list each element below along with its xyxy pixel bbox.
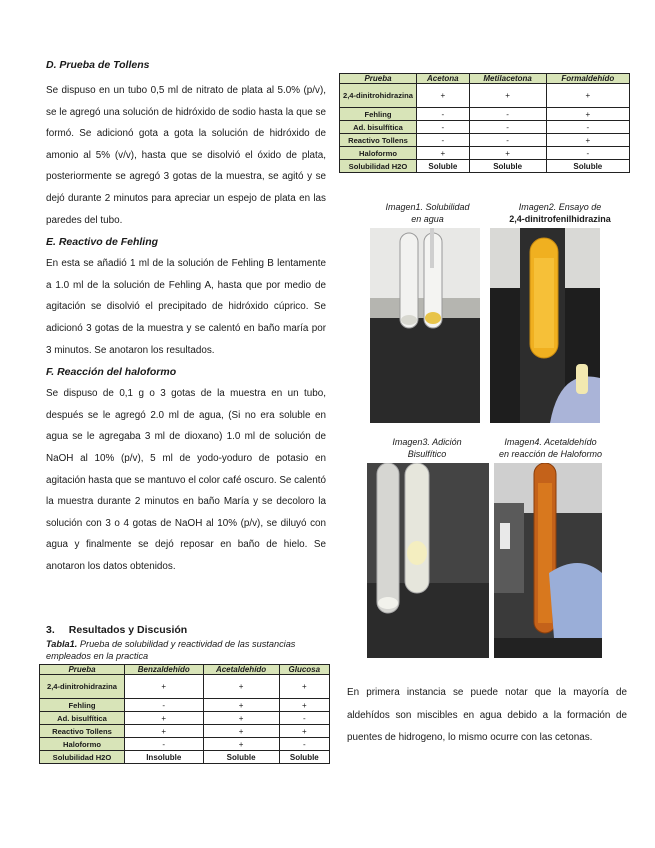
table-row (40, 751, 330, 764)
cell: - (546, 121, 629, 134)
photo-dnph-test (490, 228, 600, 423)
cell: - (417, 121, 470, 134)
cell: + (546, 84, 629, 108)
section-e-text: En esta se añadió 1 ml de la solución de Fehling B lentamente a 1.0 ml de la solución de Fehling A, hasta que por medio de agitación se disolvió el precipitado de hidróxido cúprico. Se adicionó 3 gotas de la muestra y se calentó en baño maría por 3 minutos. Se anotaron los resultados. (46, 258, 326, 356)
results-heading: 3. Resultados y Discusión (46, 624, 188, 636)
cell: - (417, 134, 470, 147)
table-header-row (340, 74, 630, 84)
cell: + (125, 712, 204, 725)
cell: - (546, 147, 629, 160)
cell: Soluble (203, 751, 279, 764)
row-label: Haloformo (40, 738, 125, 751)
cell: Soluble (279, 751, 329, 764)
cell: + (279, 725, 329, 738)
section-d-title: D. Prueba de Tollens (46, 59, 150, 71)
row-label: Fehling (40, 699, 125, 712)
table-row (40, 712, 330, 725)
photo-bisulfite-tubes (367, 463, 489, 658)
cell: - (469, 108, 546, 121)
methods-column (46, 58, 326, 577)
cell: Soluble (469, 160, 546, 173)
cell: + (203, 675, 279, 699)
table-caption: Tabla1. Prueba de solubilidad y reactividad de las sustancias empleados en la practica (46, 639, 296, 661)
row-label: 2,4-dinitrohidrazina (40, 675, 125, 699)
cell: - (279, 712, 329, 725)
row-label: Haloformo (340, 147, 417, 160)
cell: + (203, 712, 279, 725)
table-row (340, 84, 630, 108)
table-row (40, 725, 330, 738)
header-cell: Prueba (340, 74, 417, 84)
cell: - (469, 121, 546, 134)
row-label: Reactivo Tollens (340, 134, 417, 147)
table-row (40, 675, 330, 699)
cell: + (279, 699, 329, 712)
cell: + (417, 84, 470, 108)
header-cell: Formaldehído (546, 74, 629, 84)
cell: + (203, 699, 279, 712)
photo-solubility-tubes (370, 228, 480, 423)
header-cell: Metilacetona (469, 74, 546, 84)
results-table-aldehydes (39, 664, 330, 764)
table-row (340, 147, 630, 160)
section-f-title: F. Reacción del haloformo (46, 366, 177, 379)
cell: + (125, 725, 204, 738)
table-header-row (40, 665, 330, 675)
section-d-text: Se dispuso en un tubo 0,5 ml de nitrato de plata al 5.0% (p/v), se le agregó una solución de hidróxido de sodio hasta la que se formó. Se adicionó gota a gota la solución de hidróxido de amonio al 5% (v/v), hasta que se disolvió el óxido de plata, posteriormente se agregó 3 gotas de la muestra, se agitó y se dejó durante 2 minutos para apreciar un espejo de plata en las paredes del tubo. (46, 85, 326, 226)
cell: + (203, 725, 279, 738)
header-cell: Prueba (40, 665, 125, 675)
row-label: Solubilidad H2O (340, 160, 417, 173)
section-f-text: Se dispuso de 0,1 g o 3 gotas de la muestra en un tubo, después se le agregó 2.0 ml de agua, (Si no era soluble en agua se le agregaba 3 ml de dioxano) 1.0 ml de solución de NaOH al 10% (p/v), 5 ml de yodo-yoduro de potasio en agitación hasta que se mantuvo el color café oscuro. Se calentó la muestra durante 2 minutos en baño María y se decoloro la solución con 3 o 4 gotas de NaOH al 10% (p/v), se diluyó con agua y finalmente se dejó reposar en baño de hielo. Se anotaron los datos obtenidos. (46, 388, 326, 572)
table-row (40, 699, 330, 712)
cell: + (203, 738, 279, 751)
cell: + (546, 134, 629, 147)
results-table-ketones (339, 73, 630, 173)
table-row (340, 121, 630, 134)
discussion-paragraph: En primera instancia se puede notar que la mayoría de aldehídos son miscibles en agua debido a la formación de puentes de hidrogeno, lo mismo ocurre con las cetonas. (347, 687, 627, 743)
cell: + (469, 84, 546, 108)
image4-caption: Imagen4. Acetaldehído en reacción de Haloformo (498, 437, 603, 459)
cell: - (125, 699, 204, 712)
section-e-title: E. Reactivo de Fehling (46, 236, 159, 249)
photo-haloform-tube (494, 463, 602, 658)
table-row (340, 160, 630, 173)
image2-caption: Imagen2. Ensayo de 2,4-dinitrofenilhidrazina (509, 202, 611, 224)
cell: - (279, 738, 329, 751)
cell: + (546, 108, 629, 121)
image3-caption: Imagen3. Adición Bisulfítico (392, 437, 462, 459)
header-cell: Benzaldehído (125, 665, 204, 675)
header-cell: Acetaldehído (203, 665, 279, 675)
row-label: Reactivo Tollens (40, 725, 125, 738)
cell: Insoluble (125, 751, 204, 764)
cell: + (279, 675, 329, 699)
cell: Soluble (546, 160, 629, 173)
header-cell: Acetona (417, 74, 470, 84)
image1-caption: Imagen1. Solubilidad en agua (385, 202, 470, 224)
row-label: Ad. bisulfítica (40, 712, 125, 725)
row-label: Solubilidad H2O (40, 751, 125, 764)
cell: - (469, 134, 546, 147)
row-label: Ad. bisulfítica (340, 121, 417, 134)
cell: + (469, 147, 546, 160)
header-cell: Glucosa (279, 665, 329, 675)
cell: + (417, 147, 470, 160)
cell: - (125, 738, 204, 751)
row-label: 2,4-dinitrohidrazina (340, 84, 417, 108)
table-row (40, 738, 330, 751)
cell: Soluble (417, 160, 470, 173)
table-row (340, 134, 630, 147)
cell: + (125, 675, 204, 699)
table-row (340, 108, 630, 121)
cell: - (417, 108, 470, 121)
row-label: Fehling (340, 108, 417, 121)
